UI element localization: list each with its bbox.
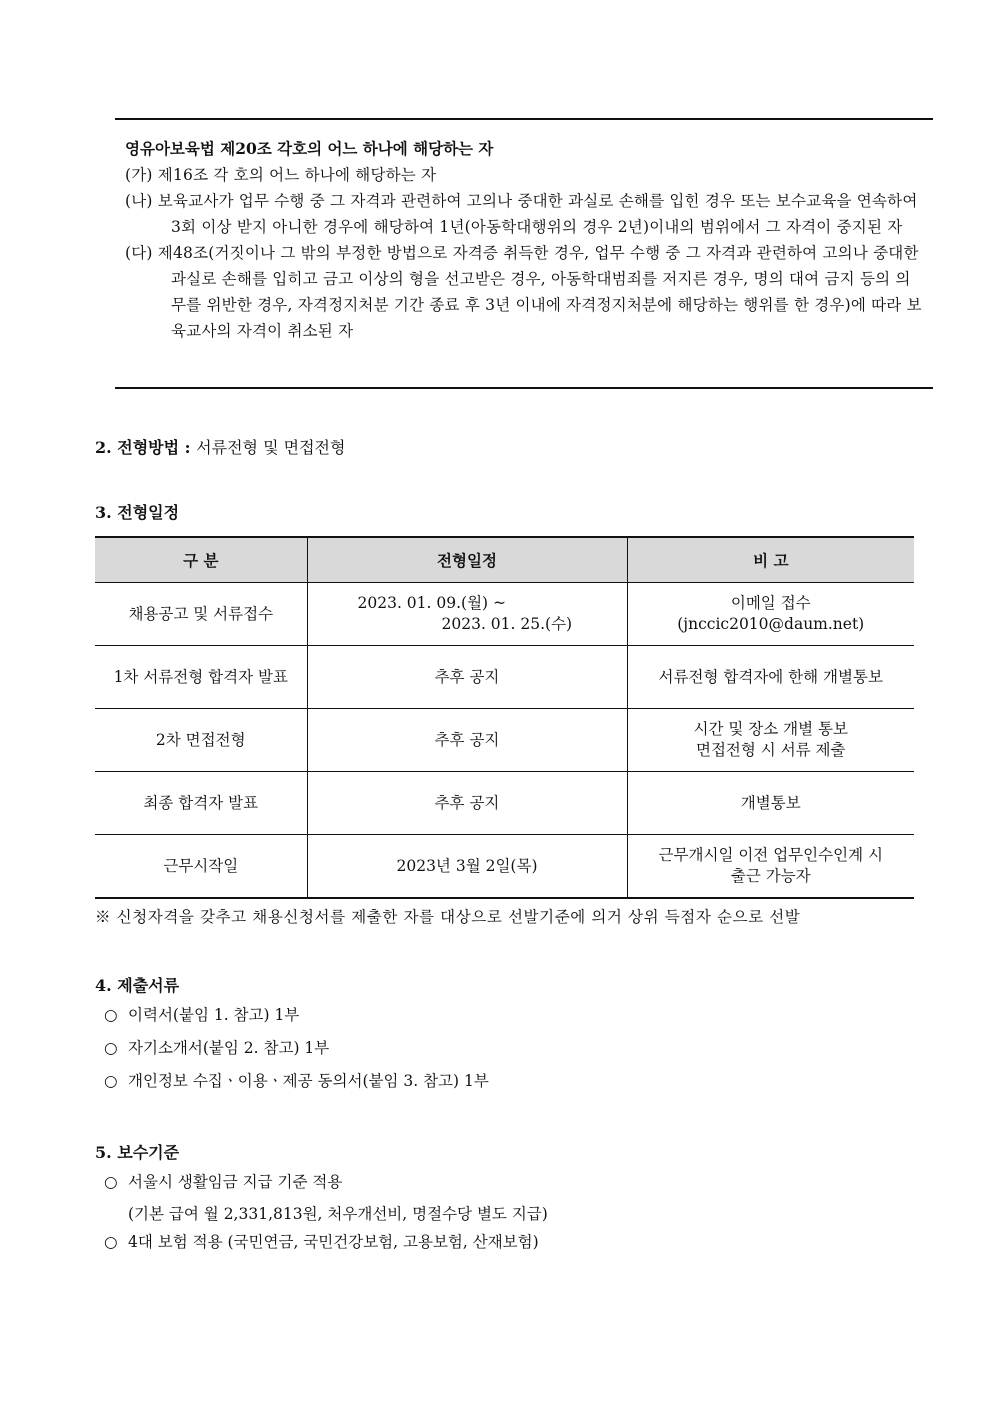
row-schedule [307,583,627,646]
section3-heading: 3. 전형일정 [95,503,180,522]
table-row [95,835,914,899]
table-row [95,646,914,709]
schedule-end: 2023. 01. 25.(수) [441,615,573,633]
list-item-text: 이력서(붙임 1. 참고) 1부 [128,1006,300,1024]
selection-note: ※ 신청자격을 갖추고 채용신청서를 제출한 자를 대상으로 선발기준에 의거 상위 득점자 순으로 선발 [95,908,801,926]
row-category: 최종 합격자 발표 [95,772,307,835]
list-item-text: 개인정보 수집ㆍ이용ㆍ제공 동의서(붙임 3. 참고) 1부 [128,1072,489,1090]
row-schedule: 추후 공지 [307,646,627,709]
row-schedule: 추후 공지 [307,709,627,772]
list-item-text: 서울시 생활임금 지급 기준 적용 [128,1173,343,1191]
note-line-1: 근무개시일 이전 업무인수인계 시 [658,846,883,864]
pay-list [104,1166,548,1255]
circle-bullet-icon: ○ [104,1173,118,1191]
row-note: 서류전형 합격자에 한해 개별통보 [627,646,914,709]
section5-heading: 5. 보수기준 [95,1143,180,1162]
row-schedule: 추후 공지 [307,772,627,835]
col-header-note: 비 고 [627,537,914,583]
row-note: 개별통보 [627,772,914,835]
list-item-text: 4대 보험 적용 (국민연금, 국민건강보험, 고용보험, 산재보험) [128,1233,539,1251]
schedule-start: 2023. 01. 09.(월) ~ [357,594,507,612]
list-item [104,1166,548,1199]
box-item-na: (나) 보육교사가 업무 수행 중 그 자격과 관련하여 고의나 중대한 과실로 손해를 입힌 경우 또는 보수교육을 연속하여 3회 이상 받지 아니한 경우에 해당하여 1년(아동학대행위의 경우 2년)이내의 범위에서 그 자격이 중지된 자 [125,192,918,236]
list-item [104,1032,489,1065]
col-header-category: 구 분 [95,537,307,583]
table-row [95,583,914,646]
note-line-1: 시간 및 장소 개별 통보 [693,720,848,738]
row-category: 2차 면접전형 [95,709,307,772]
row-category: 채용공고 및 서류접수 [95,583,307,646]
schedule-table [95,536,914,899]
circle-bullet-icon: ○ [104,1006,118,1024]
box-item-ga: (가) 제16조 각 호의 어느 하나에 해당하는 자 [125,166,437,184]
row-category: 근무시작일 [95,835,307,899]
table-row [95,709,914,772]
section4-heading: 4. 제출서류 [95,976,180,995]
row-note [627,709,914,772]
section2-value: 서류전형 및 면접전형 [196,438,346,457]
documents-list [104,999,489,1098]
row-schedule: 2023년 3월 2일(목) [307,835,627,899]
row-category: 1차 서류전형 합격자 발표 [95,646,307,709]
pay-detail: (기본 급여 월 2,331,813원, 처우개선비, 명절수당 별도 지급) [128,1205,548,1223]
row-note [627,583,914,646]
disqualification-box [115,118,933,389]
circle-bullet-icon: ○ [104,1039,118,1057]
circle-bullet-icon: ○ [104,1233,118,1251]
col-header-schedule: 전형일정 [307,537,627,583]
note-line-1: 이메일 접수 [730,594,811,612]
section2-heading [95,435,345,458]
box-item-da: (다) 제48조(거짓이나 그 밖의 부정한 방법으로 자격증 취득한 경우, 업무 수행 중 그 자격과 관련하여 고의나 중대한 과실로 손해를 입히고 금고 이상의 형을 선고받은 경우, 아동학대범죄를 저지른 경우, 명의 대여 금지 등의 의무를 위반한 경우, 자격정지처분 기간 종료 후 3년 이내에 자격정지처분에 해당하는 행위를 한 경우)에 따라 보육교사의 자격이 취소된 자 [125,244,922,340]
list-item-text: 자기소개서(붙임 2. 참고) 1부 [128,1039,330,1057]
list-item [104,1229,548,1255]
box-title: 영유아보육법 제20조 각호의 어느 하나에 해당하는 자 [125,139,494,158]
note-line-2: 면접전형 시 서류 제출 [695,741,846,759]
list-item [104,1065,489,1098]
section2-label: 2. 전형방법 : [95,438,191,457]
list-item [104,999,489,1032]
note-email: (jnccic2010@daum.net) [677,615,865,633]
note-line-2: 출근 가능자 [730,867,811,885]
table-header-row [95,537,914,583]
table-row [95,772,914,835]
row-note [627,835,914,899]
circle-bullet-icon: ○ [104,1072,118,1090]
